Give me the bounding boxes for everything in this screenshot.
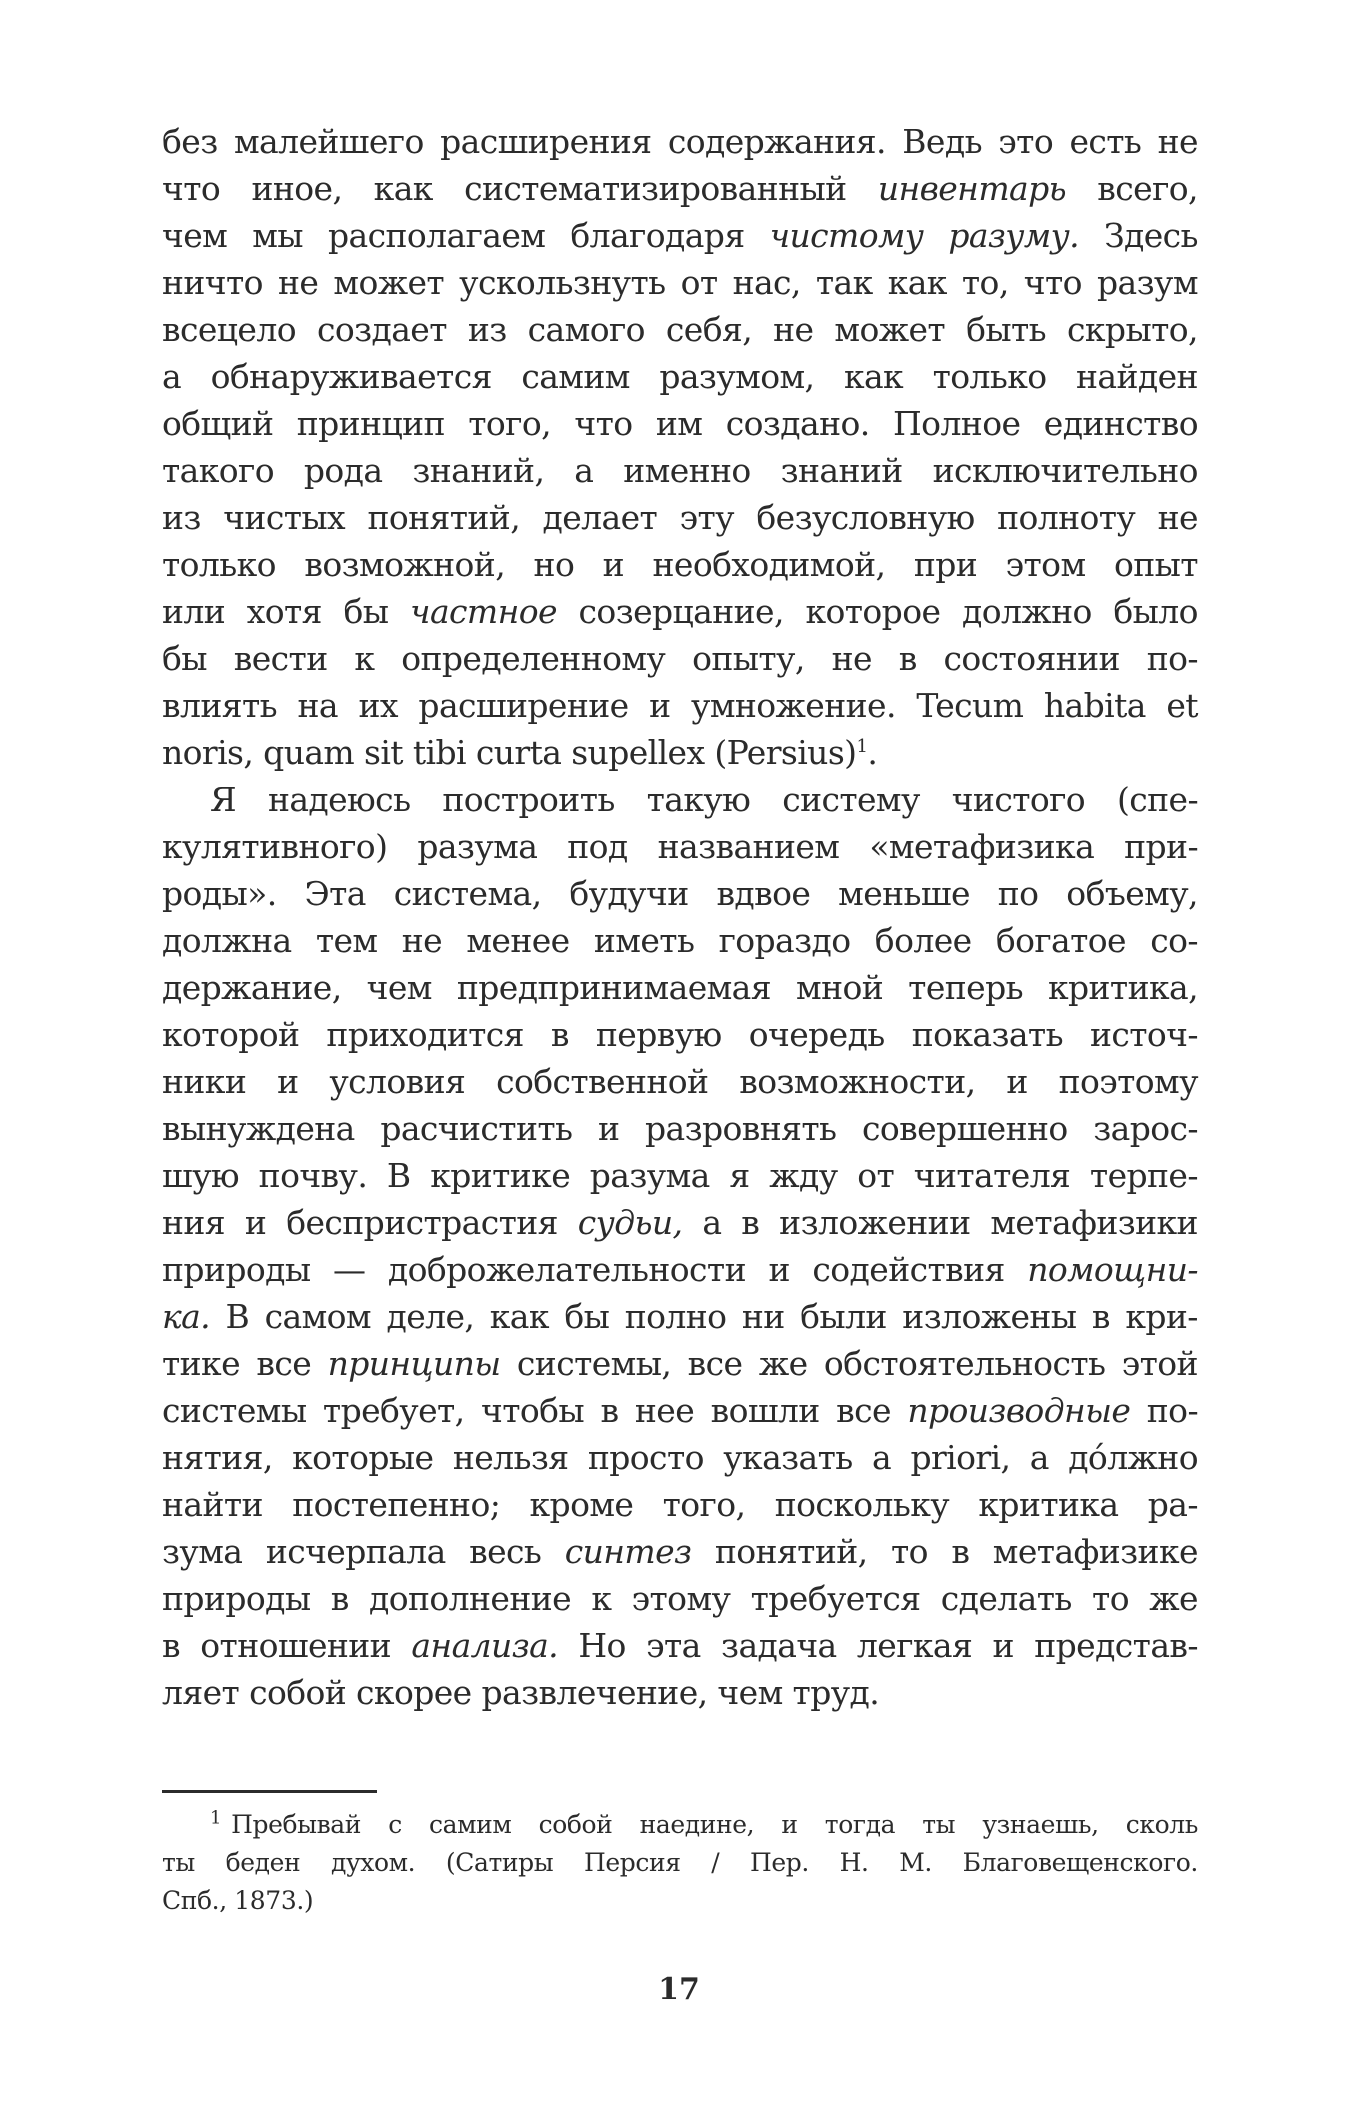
text-line: в отношении анализа. Но эта задача легкая и представ- — [162, 1626, 1198, 1665]
text-line: без малейшего расширения содержания. Ведь это есть не — [162, 122, 1198, 161]
text-line: noris, quam sit tibi curta supellex (Persius)$^1$. — [162, 733, 878, 772]
text-line: такого рода знаний, а именно знаний исключительно — [162, 451, 1198, 490]
footnote-separator — [162, 1790, 377, 1793]
footnote-marker: 1 — [210, 1807, 222, 1829]
text-line: шую почву. В критике разума я жду от читателя терпе- — [162, 1156, 1198, 1195]
footnote-line: $^1$ Пребывай с самим собой наедине, и тогда ты узнаешь, сколь — [210, 1807, 1198, 1839]
text-line: системы требует, чтобы в нее вошли все производные по- — [162, 1391, 1198, 1430]
text-line: что иное, как систематизированный инвентарь всего, — [162, 169, 1198, 208]
text-line: а обнаруживается самим разумом, как только найден — [162, 357, 1198, 396]
text-line: кулятивного) разума под названием «метафизика при- — [162, 827, 1198, 866]
text-line: ники и условия собственной возможности, и поэтому — [162, 1062, 1198, 1101]
text-line: найти постепенно; кроме того, поскольку критика ра- — [162, 1485, 1198, 1524]
text-line: держание, чем предпринимаемая мной теперь критика, — [162, 968, 1198, 1007]
text-line: природы — доброжелательности и содействия помощни- — [162, 1250, 1198, 1289]
text-line: общий принцип того, что им создано. Полное единство — [162, 404, 1198, 443]
text-line: из чистых понятий, делает эту безусловную полноту не — [162, 498, 1198, 537]
text-line: вынуждена расчистить и разровнять совершенно зарос- — [162, 1109, 1198, 1148]
page-number: 17 — [658, 1972, 700, 2007]
text-line: только возможной, но и необходимой, при этом опыт — [162, 545, 1198, 584]
text-line: нятия, которые нельзя просто указать a priori, а дóлжно — [162, 1438, 1198, 1477]
text-line: ка. В самом деле, как бы полно ни были изложены в кри- — [162, 1297, 1198, 1336]
footnote-line: Спб., 1873.) — [162, 1886, 314, 1915]
footnote — [162, 1806, 1198, 1920]
text-line: должна тем не менее иметь гораздо более богатое со- — [162, 921, 1198, 960]
text-line: ляет собой скорее развлечение, чем труд. — [162, 1673, 880, 1712]
body-text — [162, 118, 1198, 1716]
text-line: бы вести к определенному опыту, не в состоянии по- — [162, 639, 1198, 678]
text-line: или хотя бы частное созерцание, которое должно было — [162, 592, 1198, 631]
text-line: чем мы располагаем благодаря чистому разуму. Здесь — [162, 216, 1198, 255]
footnote-line: ты беден духом. (Сатиры Персия / Пер. Н. М. Благовещенского. — [162, 1848, 1198, 1877]
text-line: Я надеюсь построить такую систему чистого (спе- — [210, 780, 1198, 819]
text-line: которой приходится в первую очередь показать источ- — [162, 1015, 1198, 1054]
text-line: ния и беспристрастия судьи, а в изложении метафизики — [162, 1203, 1198, 1242]
text-line: тике все принципы системы, все же обстоятельность этой — [162, 1344, 1198, 1383]
text-line: природы в дополнение к этому требуется сделать то же — [162, 1579, 1198, 1618]
text-line: зума исчерпала весь синтез понятий, то в метафизике — [162, 1532, 1198, 1571]
text-line: влиять на их расширение и умножение. Tecum habita et — [162, 686, 1198, 725]
text-line: роды». Эта система, будучи вдвое меньше по объему, — [162, 874, 1198, 913]
text-line: всецело создает из самого себя, не может быть скрыто, — [162, 310, 1198, 349]
text-line: ничто не может ускользнуть от нас, так как то, что разум — [162, 263, 1198, 302]
